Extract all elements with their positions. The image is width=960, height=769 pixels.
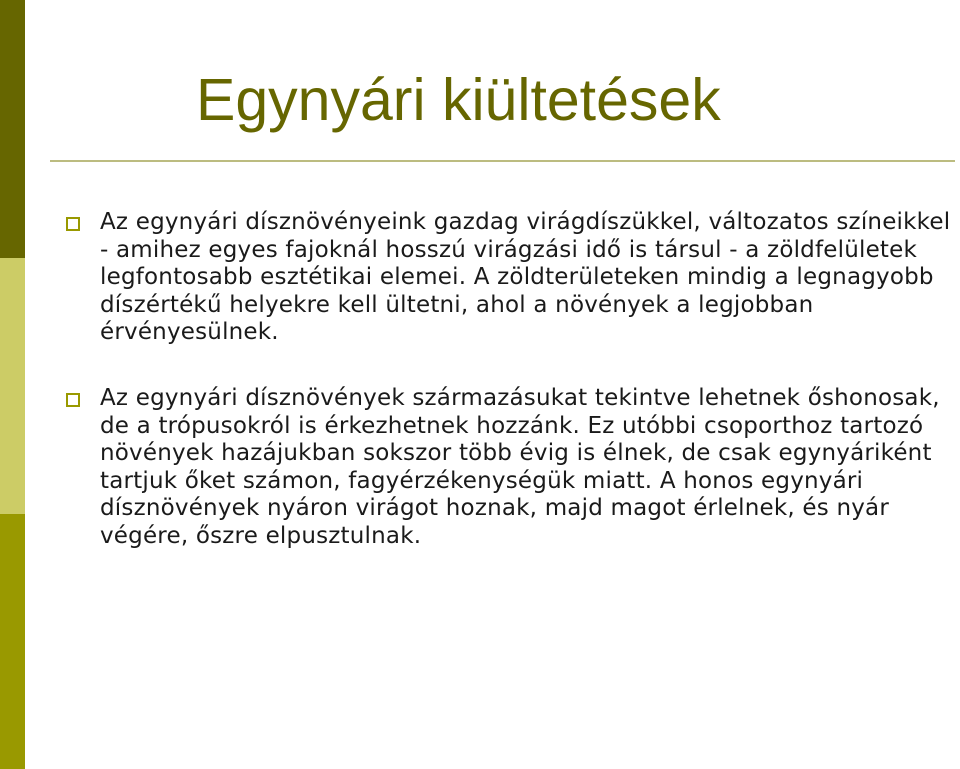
square-bullet-icon	[66, 393, 80, 407]
side-bar-middle	[0, 258, 25, 514]
side-bar-top	[0, 0, 25, 258]
title-divider	[50, 160, 955, 162]
side-bar-bottom	[0, 514, 25, 769]
bullet-item	[60, 385, 958, 551]
square-bullet-icon	[66, 217, 80, 231]
bullet-text: Az egynyári dísznövények származásukat tekintve lehetnek őshonosak, de a trópusokról is érkezhetnek hozzánk. Ez utóbbi csoporthoz tartozó növények hazájukban sokszor több évig is élnek, de csak egynyáriként tartjuk őket számon, fagyérzékenységük miatt. A honos egynyári dísznövények nyáron virágot hoznak, majd magot érlelnek, és nyár végére, őszre elpusztulnak.	[100, 384, 940, 549]
bullet-item	[60, 209, 958, 347]
bullet-text: Az egynyári dísznövényeink gazdag virágdíszükkel, változatos színeikkel - amihez egyes fajoknál hosszú virágzási idő is társul - a zöldfelületek legfontosabb esztétikai elemei. A zöldterületeken mindig a legnagyobb díszértékű helyekre kell ültetni, ahol a növények a legjobban érvényesülnek.	[100, 209, 951, 346]
slide-title: Egynyári kiültetések	[196, 67, 721, 133]
bullet-list	[60, 209, 958, 551]
